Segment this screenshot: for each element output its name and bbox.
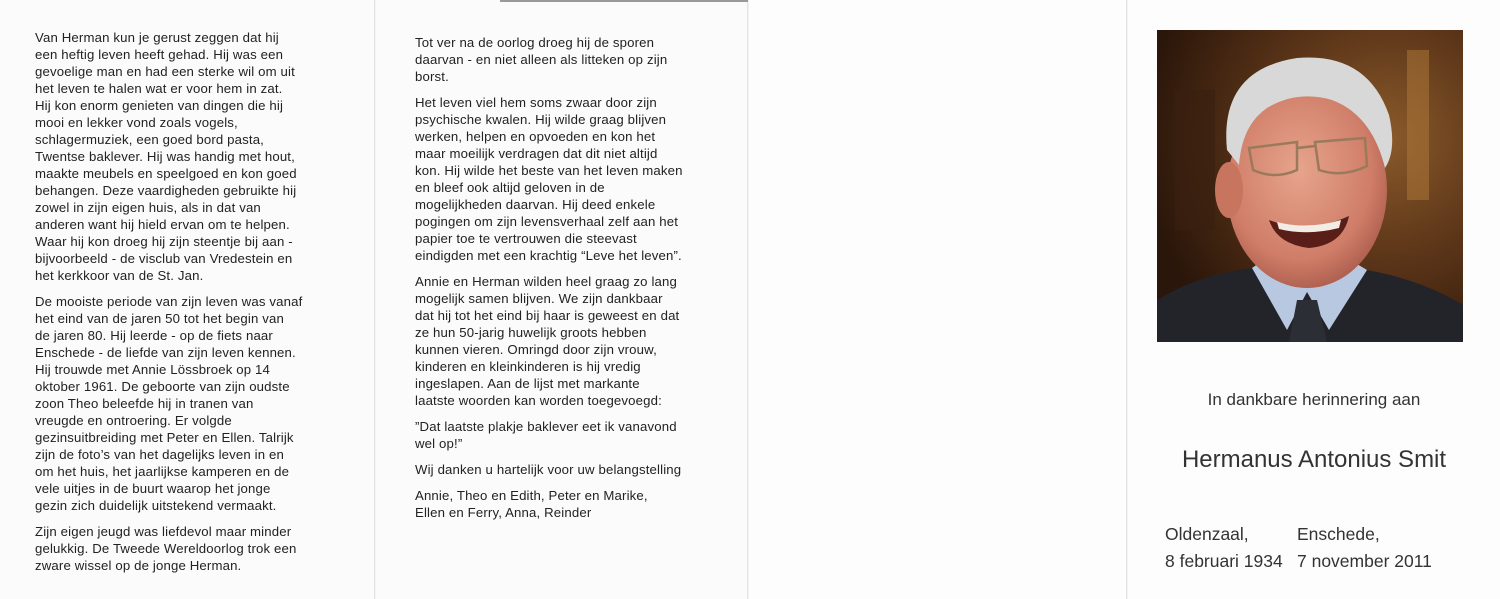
death-date: 7 november 2011 [1297,551,1432,571]
deceased-name: Hermanus Antonius Smit [1181,446,1447,473]
paragraph: Annie en Herman wilden heel graag zo lang mogelijk samen blijven. We zijn dankbaar dat hij tot het eind bij haar is geweest en dat ze hun 50-jarig huwelijk groots hebben kunnen vieren. Omringd door zijn vrouw, kinderen en kleinkinderen is hij vredig ingeslapen. Aan de lijst met markante laatste woorden kan worden toegevoegd: [415,274,680,408]
family-signature: Annie, Theo en Edith, Peter en Marike, Ellen en Ferry, Anna, Reinder [415,488,648,520]
middle-text-column [415,34,750,530]
death-info [1297,521,1432,575]
birth-date: 8 februari 1934 [1165,551,1283,571]
fold-edge-line [500,0,748,2]
portrait-photo [1157,30,1463,342]
paragraph: Zijn eigen jeugd was liefdevol maar minder gelukkig. De Tweede Wereldoorlog trok een zware wissel op de jonge Herman. [35,524,297,573]
paragraph: De mooiste periode van zijn leven was vanaf het eind van de jaren 50 tot het begin van de jaren 80. Hij leerde - op de fiets naar Enschede - de liefde van zijn leven kennen. Hij trouwde met Annie Lössbroek op 14 oktober 1961. De geboorte van zijn oudste zoon Theo beleefde hij in tranen van vreugde en ontroering. Er volgde gezinsuitbreiding met Peter en Ellen. Talrijk zijn de foto’s van het dagelijks leven in en om het huis, het jaarlijkse kamperen en de vele uitjes in de buurt waarop het jonge gezin zich duidelijk uitstekend vermaakt. [35,294,303,513]
paragraph: Het leven viel hem soms zwaar door zijn psychische kwalen. Hij wilde graag blijven werken, helpen en opvoeden en kon het maar moeilijk verdragen dat dit niet altijd kon. Hij wilde het beste van het leven maken en bleef ook altijd geloven in de mogelijkheden daarvan. Hij deed enkele pogingen om zijn levensverhaal zelf aan het papier toe te vertrouwen die steevast eindigden met een krachtig “Leve het leven”. [415,95,683,263]
last-words-quote: ”Dat laatste plakje baklever eet ik vanavond wel op!” [415,419,677,451]
death-place: Enschede, [1297,524,1380,544]
paragraph: Van Herman kun je gerust zeggen dat hij een heftig leven heeft gehad. Hij was een gevoelige man en had een sterke wil om uit het leven te halen wat er voor hem in zat. Hij kon enorm genieten van dingen die hij mooi en lekker vond zoals vogels, schlagermuziek, een goed bord pasta, Twentse baklever. Hij was handig met hout, maakte meubels en speelgoed en kon goed behangen. Deze vaardigheden gebruikte hij zowel in zijn eigen huis, als in dat van anderen want hij hield ervan om te helpen. Waar hij kon droeg hij zijn steentje bij aan - bijvoorbeeld - de visclub van Vredestein en het kerkkoor van de St. Jan. [35,30,297,283]
birth-place: Oldenzaal, [1165,524,1249,544]
left-text-column [35,29,375,583]
blank-panel [749,0,1127,599]
birth-info [1165,521,1283,575]
thanks-line: Wij danken u hartelijk voor uw belangstelling [415,462,682,477]
paragraph: Tot ver na de oorlog droeg hij de sporen daarvan - en niet alleen als litteken op zijn borst. [415,35,668,84]
in-memory-heading: In dankbare herinnering aan [1207,390,1421,409]
